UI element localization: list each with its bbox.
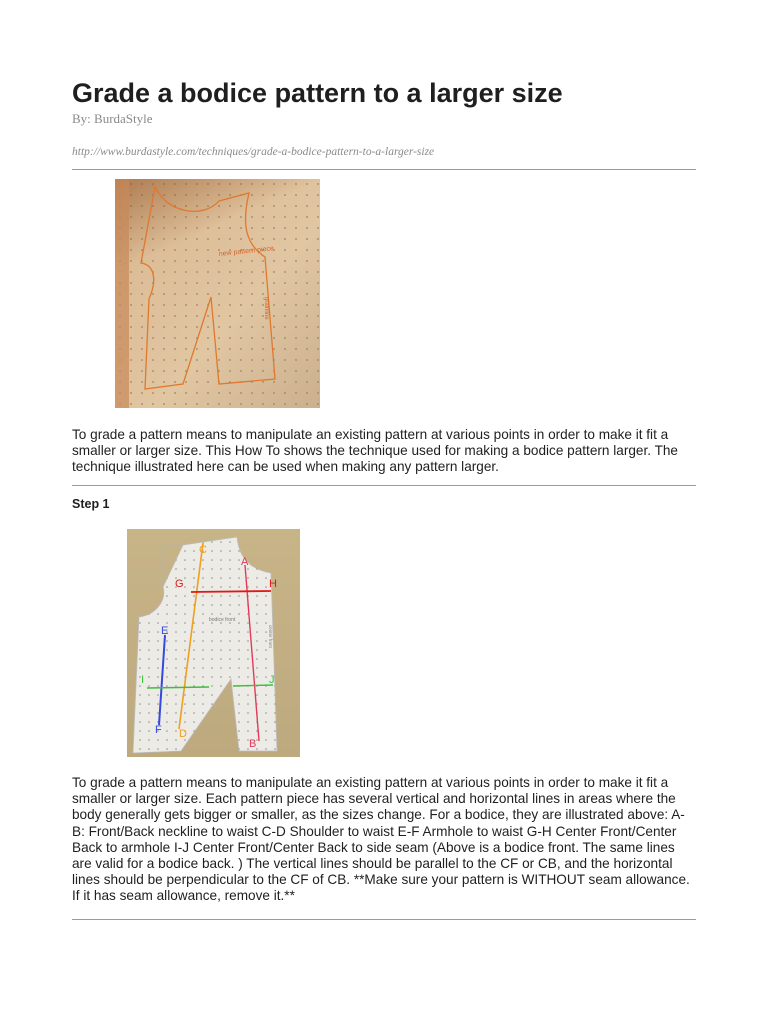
intro-paragraph: To grade a pattern means to manipulate an existing pattern at various points in order to make it fit a smaller or larger size. This How To shows the technique used for making a bodice pattern larger. The technique illustrated here can be used when making any pattern larger.	[72, 427, 678, 475]
label-a: A	[241, 556, 249, 568]
label-i: I	[141, 674, 145, 686]
label-h: H	[269, 578, 277, 590]
label-j: J	[269, 674, 275, 686]
label-f: F	[155, 724, 162, 736]
line-i-j-left	[147, 687, 209, 688]
label-b: B	[249, 738, 257, 750]
label-g: G	[175, 578, 184, 590]
label-e: E	[161, 625, 169, 637]
center-front-label: center front	[268, 625, 273, 648]
bodice-grading-photo	[127, 529, 300, 757]
author-byline: By: BurdaStyle	[72, 111, 153, 126]
divider-middle	[72, 485, 696, 486]
divider-bottom	[72, 919, 696, 920]
pattern-grainline-label: grainline	[263, 297, 269, 320]
page-title: Grade a bodice pattern to a larger size	[72, 78, 563, 108]
pattern-piece-photo	[115, 179, 320, 408]
divider-top	[72, 169, 696, 170]
pattern-handwriting: new pattern piece	[218, 245, 275, 258]
label-c: C	[199, 544, 207, 556]
step-1-heading: Step 1	[72, 497, 110, 511]
bodice-label: bodice front	[209, 617, 236, 623]
source-url[interactable]: http://www.burdastyle.com/techniques/grade-a-bodice-pattern-to-a-larger-size	[72, 146, 435, 158]
line-i-j-right	[233, 685, 273, 686]
step-1-paragraph: To grade a pattern means to manipulate an existing pattern at various points in order to make it fit a smaller or larger size. Each pattern piece has several vertical and horizontal lines in areas where the body generally gets bigger or smaller, as the sizes change. For a bodice, they are illustrated above: A-B: Front/Back neckline to waist C-D Shoulder to waist E-F Armhole to waist G-H Center Front/Center Back to armhole I-J Center Front/Center Back to side seam (Above is a bodice front. The same lines are valid for a bodice back. ) The vertical lines should be parallel to the CF or CB, and the horizontal lines should be perpendicular to the CF of CB. **Make sure your pattern is WITHOUT seam allowance. If it has seam allowance, remove it.**	[72, 775, 690, 904]
label-d: D	[179, 728, 187, 740]
line-g-h	[191, 591, 271, 592]
